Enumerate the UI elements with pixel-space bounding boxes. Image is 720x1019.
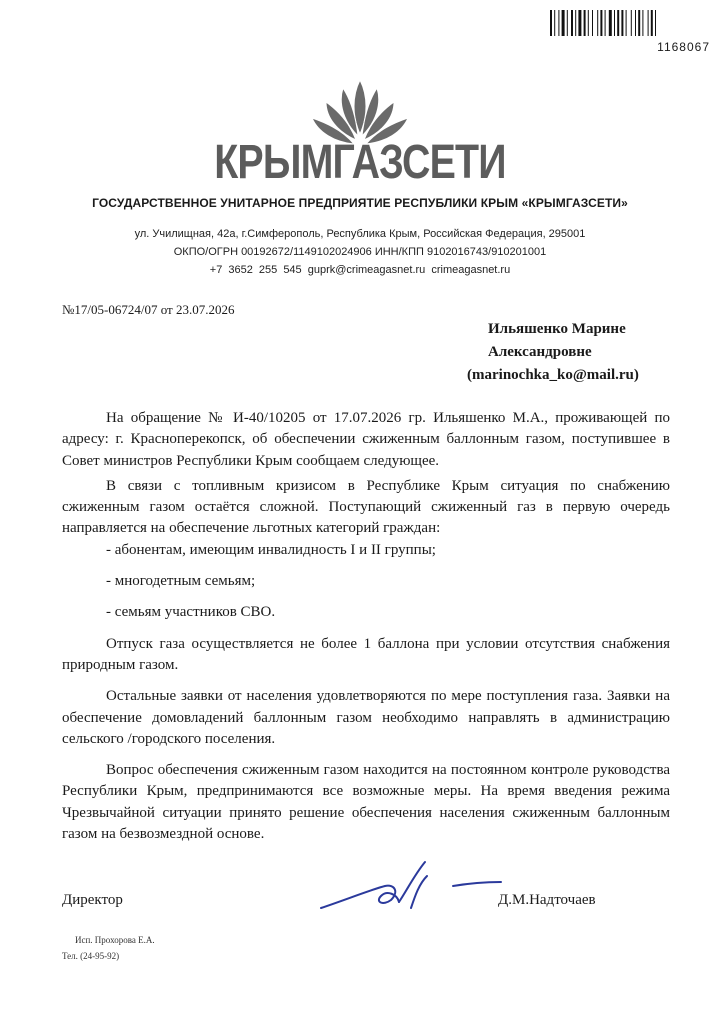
addressee-email: (marinochka_ko@mail.ru) (467, 367, 639, 383)
contacts-line: +7 3652 255 545 guprk@crimeagasnet.ru crimeagasnet.ru (209, 264, 511, 276)
executor-phone: Тел. (24-95-92) (62, 951, 120, 961)
letter-body (62, 408, 670, 845)
brand-name: КРЫМГАЗСЕТИ (214, 136, 506, 189)
paragraph: Остальные заявки от населения удовлетворяются по мере поступления газа. Заявки на обеспечение домовладений баллонным газом необходимо направлять в администрацию сельского /городского поселения. (62, 688, 670, 747)
registration-codes: ОКПО/ОГРН 00192672/1149102024906 ИНН/КПП 9102016743/910201001 (173, 246, 547, 258)
list-item: - абонентам, имеющим инвалидность I и II группы; (106, 541, 436, 558)
reference-number: №17/05-06724/07 от 23.07.2026 (62, 302, 235, 317)
addressee-name: Ильяшенко Марине (488, 321, 626, 337)
list-item: - многодетным семьям; (106, 573, 256, 590)
paragraph: На обращение № И-40/10205 от 17.07.2026 гр. Ильяшенко М.А., проживающей по адресу: г. Красноперекопск, об обеспечении сжиженным баллонным газом, поступившее в Совет министров Республики Крым сообщаем следующее. (62, 410, 670, 469)
organization-name: ГОСУДАРСТВЕННОЕ УНИТАРНОЕ ПРЕДПРИЯТИЕ РЕСПУБЛИКИ КРЫМ «КРЫМГАЗСЕТИ» (92, 196, 628, 210)
signatory-title: Директор (62, 892, 123, 908)
paragraph: Вопрос обеспечения сжиженным газом находится на постоянном контроле руководства Республики Крым, предпринимаются все возможные меры. На время введения режима Чрезвычайной ситуации принято решение обеспечения населения сжиженным баллонным газом на безвозмездной основе. (62, 762, 670, 843)
paragraph: Отпуск газа осуществляется не более 1 баллона при условии отсутствия снабжения природным газом. (62, 635, 670, 673)
list-item: - семьям участников СВО. (106, 604, 276, 621)
signatory-name: Д.М.Надточаев (498, 892, 596, 908)
address-line: ул. Училищная, 42а, г.Симферополь, Республика Крым, Российская Федерация, 295001 (134, 228, 586, 240)
executor-name: Исп. Прохорова Е.А. (75, 935, 155, 945)
paragraph: В связи с топливным кризисом в Республике Крым ситуация по снабжению сжиженным газом остаётся сложной. Поступающий сжиженный газ в первую очередь направляется на обеспечение льготных категорий граждан: (62, 477, 670, 537)
barcode-number: 1168067 (657, 40, 710, 54)
handwritten-signature (315, 856, 505, 916)
addressee-patronymic: Александровне (488, 344, 592, 360)
barcode (548, 10, 708, 42)
